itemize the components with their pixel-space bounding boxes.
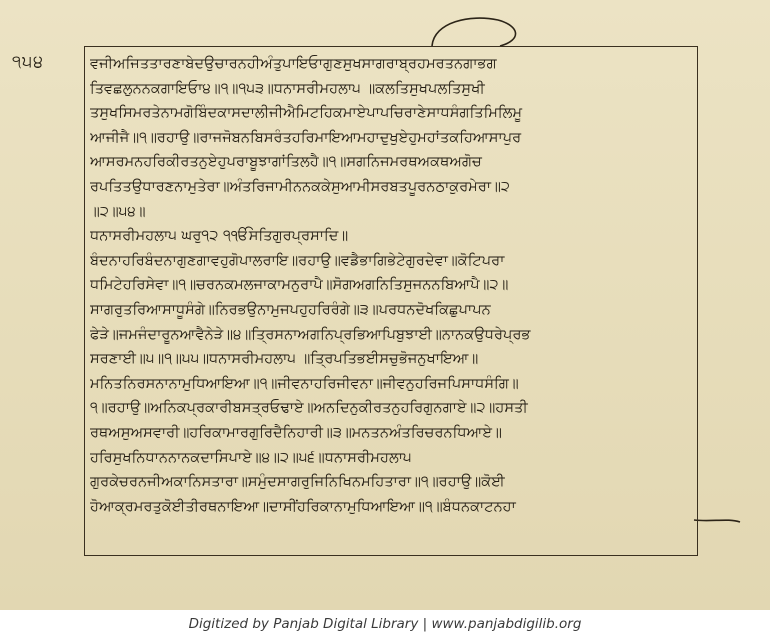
text-line: ਫੇੜੇ॥ਜਮਜੰਦਾਰੂਨਆਵੈਨੇੜੇ॥੪॥ਤ੍ਰਿਸਨਾਅਗਨਿਪ੍ਰਭਿਆਪਿਬੁਝਾਈ॥ਨਾਨਕਉਧਰੇਪ੍ਰਭ	[90, 325, 531, 343]
text-line: ਰਥਅਸੁਅਸਵਾਰੀ॥ਹਰਿਕਾਮਾਰਗੁਰਿਦੈਨਿਹਾਰੀ॥੩॥ਮਨਤਨਅੰਤਰਿਚਰਨਧਿਆਏ॥	[90, 423, 502, 441]
text-line: ਸਾਗਰੁਤਰਿਆਸਾਧੂਸੰਗੇ॥ਨਿਰਭਉਨਾਮੁਜਪਹੁਹਰਿਰੰਗੇ॥੩॥ਪਰਧਨਦੋਖਕਿਛੁਪਾਪਨ	[90, 300, 491, 318]
text-line: ਮਨਿਤਨਿਰਸਨਾਨਾਮੁਧਿਆਇਆ॥੧॥ਜੀਵਨਾਹਰਿਜੀਵਨਾ॥ਜੀਵਨੁਹਰਿਜਪਿਸਾਧਸੰਗਿ॥	[90, 374, 519, 392]
text-line: ਆਜੀਜੈ॥੧॥ਰਹਾਉ॥ਰਾਜਜੋਬਨਬਿਸਰੰਤਹਰਿਮਾਇਆਮਹਾਦੁਖੁਏਹੁਮਹਾਂਤਕਹਿਆਸਾਪੁਰ	[90, 128, 522, 146]
text-line: ਹਰਿਸੁਖਨਿਧਾਨਨਾਨਕਦਾਸਿਪਾਏ॥੪॥੨॥੫੬॥ਧਨਾਸਰੀਮਹਲਾ੫	[90, 448, 412, 466]
manuscript-text	[90, 52, 694, 519]
text-line: ਤਸੁਖਸਿਮਰਤੇਨਾਮਗੋਬਿੰਦਕਾਸਦਾਲੀਜੀਐਮਿਟਹਿਕਮਾਏਪਾਪਚਿਰਾਣੇਸਾਧਸੰਗਤਿਮਿਲਿਮੂ	[90, 104, 523, 122]
text-line: ਬੰਦਨਾਹਰਿਬੰਦਨਾਗੁਣਗਾਵਹੁਗੋਪਾਲਰਾਇ॥ਰਹਾਉ॥ਵਡੈਭਾਗਿਭੇਟੇਗੁਰਦੇਵਾ॥ਕੋਟਿਪਰਾ	[90, 251, 505, 269]
text-line: ਤਿਵਛਲੁਨਨਕਗਾਇਓਾ੪॥੧॥੧੫੩॥ਧਨਾਸਰੀਮਹਲਾ੫ ॥ਕਲਤਿਸੁਖਪਲਤਿਸੁਖੀ	[90, 79, 485, 97]
text-line: ਵਜੀਅਜਿਤਤਾਰਣਾਬੇਦਉਚਾਰਨਹੀਅੰਤੁਪਾਇਓਾਗੁਣਸੁਖਸਾਗਰਾਬ੍ਰਹਮਰਤਨਗਾਭਗ	[90, 55, 497, 72]
text-line: ੧॥ਰਹਾਉ॥ਅਨਿਕਪ੍ਰਕਾਰੀਬਸਤ੍ਰਓਢਾਏ॥ਅਨਦਿਨੁਕੀਰਤਨੁਹਰਿਗੁਨਗਾਏ॥੨॥ਹਸਤੀ	[90, 399, 528, 417]
text-line: ਰਪਤਿਤਉਧਾਰਣਨਾਮੁਤੇਰਾ॥ਅੰਤਰਿਜਾਮੀਨਨਕਕੇਸੁਆਮੀਸਰਬਤਪੂਰਨਠਾਕੁਰਮੇਰਾ॥੨	[90, 177, 510, 195]
page-number: ੧੫੪	[12, 52, 45, 72]
text-line: ਆਸਰਮਨਹਰਿਕੀਰਤਨੁਏਹੁਪਰਾਬੂਝਾਗਾਂਤਿਲਹੈ॥੧॥ਸਗਨਿਜਮਰਥਅਕਥਅਗੋਚ	[90, 153, 482, 171]
digitization-credit: Digitized by Panjab Digital Library | www.panjabdigilib.org	[0, 610, 770, 639]
text-line: ਗੁਰਕੇਚਰਨਜੀਅਕਾਨਿਸਤਾਰਾ॥ਸਮੁੰਦਸਾਗਰੁਜਿਨਿਖਿਨਮਹਿਤਾਰਾ॥੧॥ਰਹਾਉ॥ਕੋਈ	[90, 473, 505, 491]
text-line: ਹੋਆਕ੍ਰਮਰਤੁਕੋਈਤੀਰਥਨਾਇਆ॥ਦਾਸੀਂਹਰਿਕਾਨਾਮੁਧਿਆਇਆ॥੧॥ਬੰਧਨਕਾਟਨਹਾ	[90, 497, 516, 515]
top-flourish-mark	[432, 18, 516, 46]
text-line: ਸਰਣਾਈ॥੫॥੧॥੫੫॥ਧਨਾਸਰੀਮਹਲਾ੫ ॥ਤ੍ਰਿਪਤਿਭਈਸਚੁਭੋਜਨੁਖਾਇਆ॥	[90, 350, 479, 368]
text-line: ॥੨॥੫੪॥	[90, 202, 146, 220]
right-margin-mark	[694, 520, 740, 522]
text-line: ਧਮਿਟੇਹਰਿਸੇਵਾ॥੧॥ਚਰਨਕਮਲਜਾਕਾਮਨੁਰਾਪੈ॥ਸੋਗਅਗਨਿਤਿਸੁਜਨਨਬਿਆਪੈ॥੨॥	[90, 276, 509, 294]
text-line-heading: ਧਨਾਸਰੀਮਹਲਾ੫ ਘਰੁ੧੨ ੧ੴਸਤਿਗੁਰਪ੍ਰਸਾਦਿ॥	[90, 227, 349, 245]
